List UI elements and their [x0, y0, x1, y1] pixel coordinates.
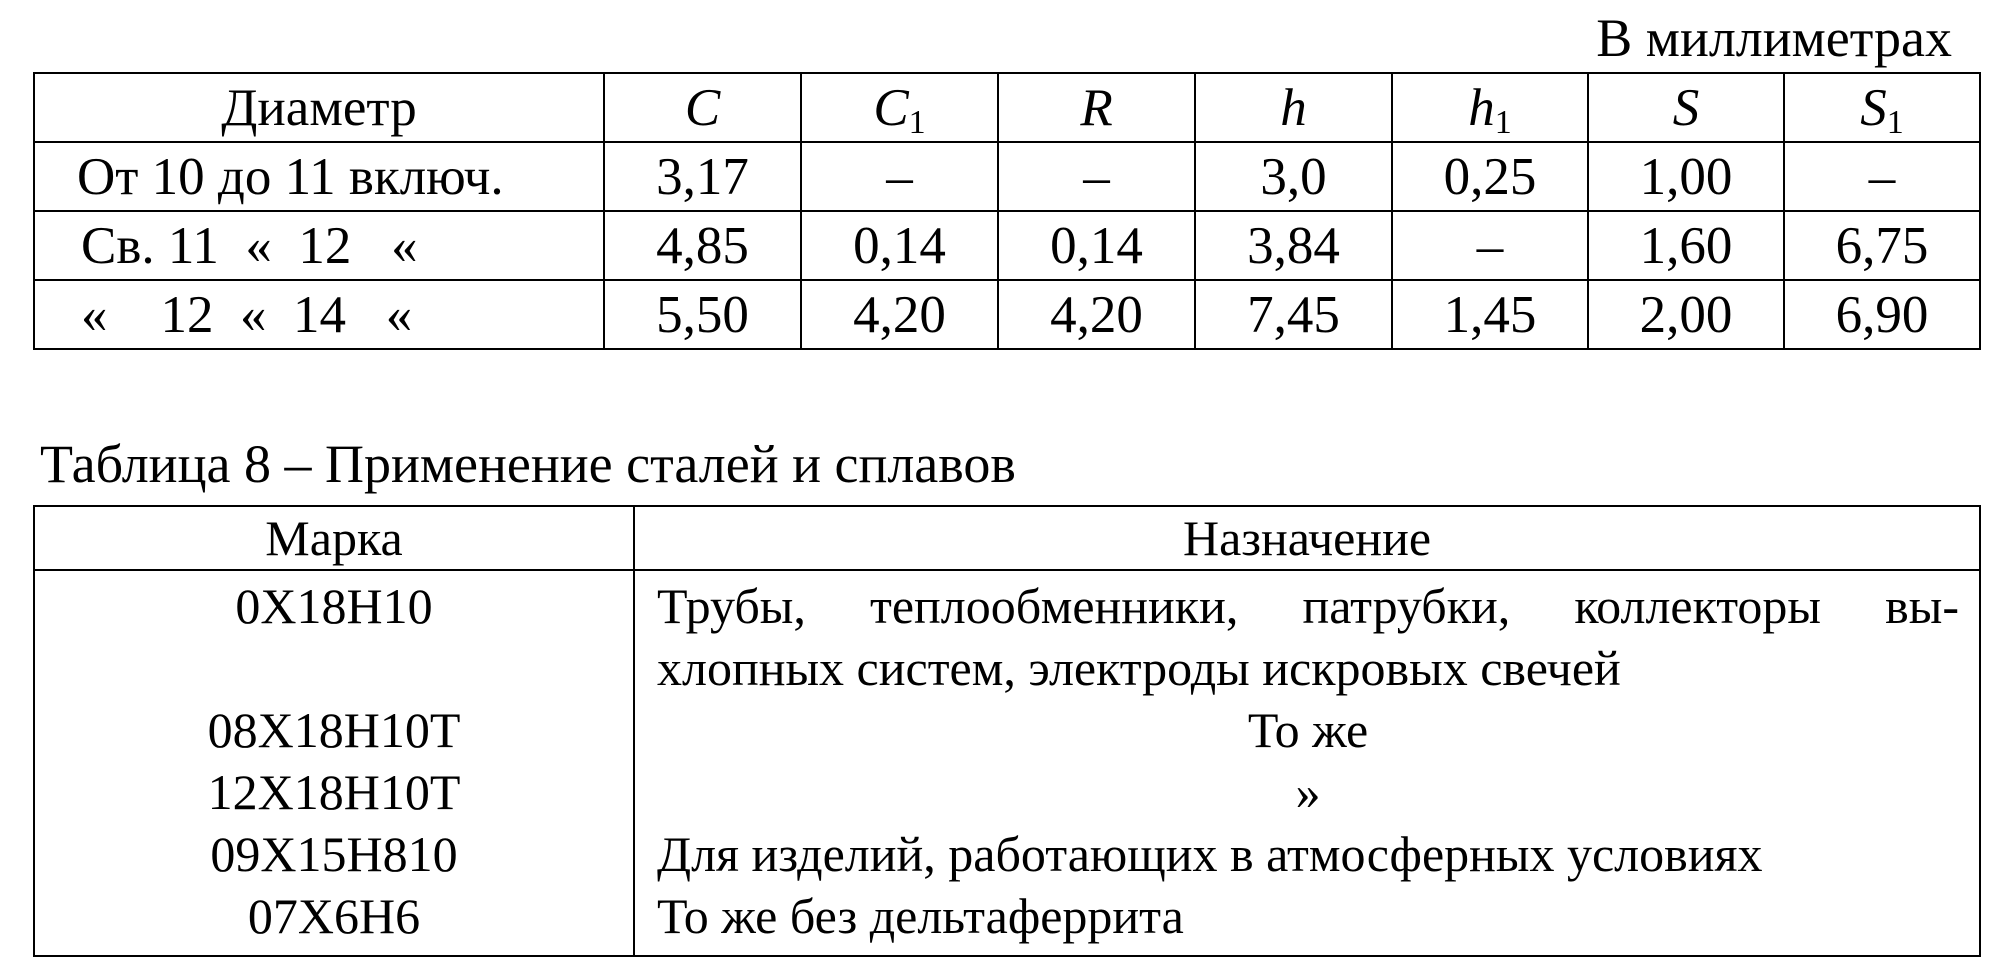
- dimensions-table: [33, 72, 1981, 350]
- header-c1: $C_1$: [801, 73, 998, 142]
- value-cell: 4,20: [998, 280, 1195, 349]
- table-row: [34, 885, 1980, 956]
- grade-cell: 0Х18Н10: [34, 570, 634, 699]
- value-cell: 0,14: [998, 211, 1195, 280]
- value-cell: –: [1784, 142, 1980, 211]
- value-cell: 2,00: [1588, 280, 1784, 349]
- value-cell: 0,25: [1392, 142, 1588, 211]
- units-note: В миллиметрах: [1596, 8, 1952, 68]
- table-row: [34, 142, 1980, 211]
- dimensions-header-row: [34, 73, 1980, 142]
- header-purpose: Назначение: [634, 506, 1980, 570]
- purpose-cell: [634, 570, 1980, 699]
- value-cell: 4,20: [801, 280, 998, 349]
- value-cell: 1,60: [1588, 211, 1784, 280]
- grade-cell: 07Х6Н6: [34, 885, 634, 956]
- value-cell: –: [998, 142, 1195, 211]
- value-cell: 4,85: [604, 211, 801, 280]
- value-cell: 7,45: [1195, 280, 1392, 349]
- value-cell: 3,0: [1195, 142, 1392, 211]
- value-cell: 3,17: [604, 142, 801, 211]
- header-c: C: [604, 73, 801, 142]
- purpose-cell: То же: [634, 699, 1980, 761]
- diameter-cell: Св. 11 « 12 «: [34, 211, 604, 280]
- diameter-cell: « 12 « 14 «: [34, 280, 604, 349]
- purpose-cell: »: [634, 761, 1980, 823]
- value-cell: 5,50: [604, 280, 801, 349]
- diameter-cell: От 10 до 11 включ.: [34, 142, 604, 211]
- purpose-line: Трубы, теплообменники, патрубки, коллекторы вы-: [657, 578, 1959, 634]
- table-row: [34, 699, 1980, 761]
- header-grade: Марка: [34, 506, 634, 570]
- value-cell: 3,84: [1195, 211, 1392, 280]
- steels-header-row: [34, 506, 1980, 570]
- table-row: [34, 761, 1980, 823]
- steels-table: [33, 505, 1981, 957]
- header-diameter: Диаметр: [34, 73, 604, 142]
- value-cell: 1,00: [1588, 142, 1784, 211]
- grade-cell: 09Х15Н810: [34, 823, 634, 885]
- header-h: h: [1195, 73, 1392, 142]
- header-h1: $h_1$: [1392, 73, 1588, 142]
- table-row: [34, 280, 1980, 349]
- value-cell: 6,75: [1784, 211, 1980, 280]
- value-cell: 0,14: [801, 211, 998, 280]
- header-s1: $S_1$: [1784, 73, 1980, 142]
- purpose-line: хлопных систем, электроды искровых свечей: [657, 640, 1621, 696]
- table-caption: Таблица 8 – Применение сталей и сплавов: [40, 434, 1016, 494]
- grade-cell: 08Х18Н10Т: [34, 699, 634, 761]
- header-r: R: [998, 73, 1195, 142]
- value-cell: –: [801, 142, 998, 211]
- value-cell: –: [1392, 211, 1588, 280]
- purpose-cell: Для изделий, работающих в атмосферных условиях: [634, 823, 1980, 885]
- value-cell: 6,90: [1784, 280, 1980, 349]
- purpose-cell: То же без дельтаферрита: [634, 885, 1980, 956]
- table-row: [34, 823, 1980, 885]
- table-row: [34, 211, 1980, 280]
- value-cell: 1,45: [1392, 280, 1588, 349]
- table-row: [34, 570, 1980, 699]
- header-s: S: [1588, 73, 1784, 142]
- grade-cell: 12Х18Н10Т: [34, 761, 634, 823]
